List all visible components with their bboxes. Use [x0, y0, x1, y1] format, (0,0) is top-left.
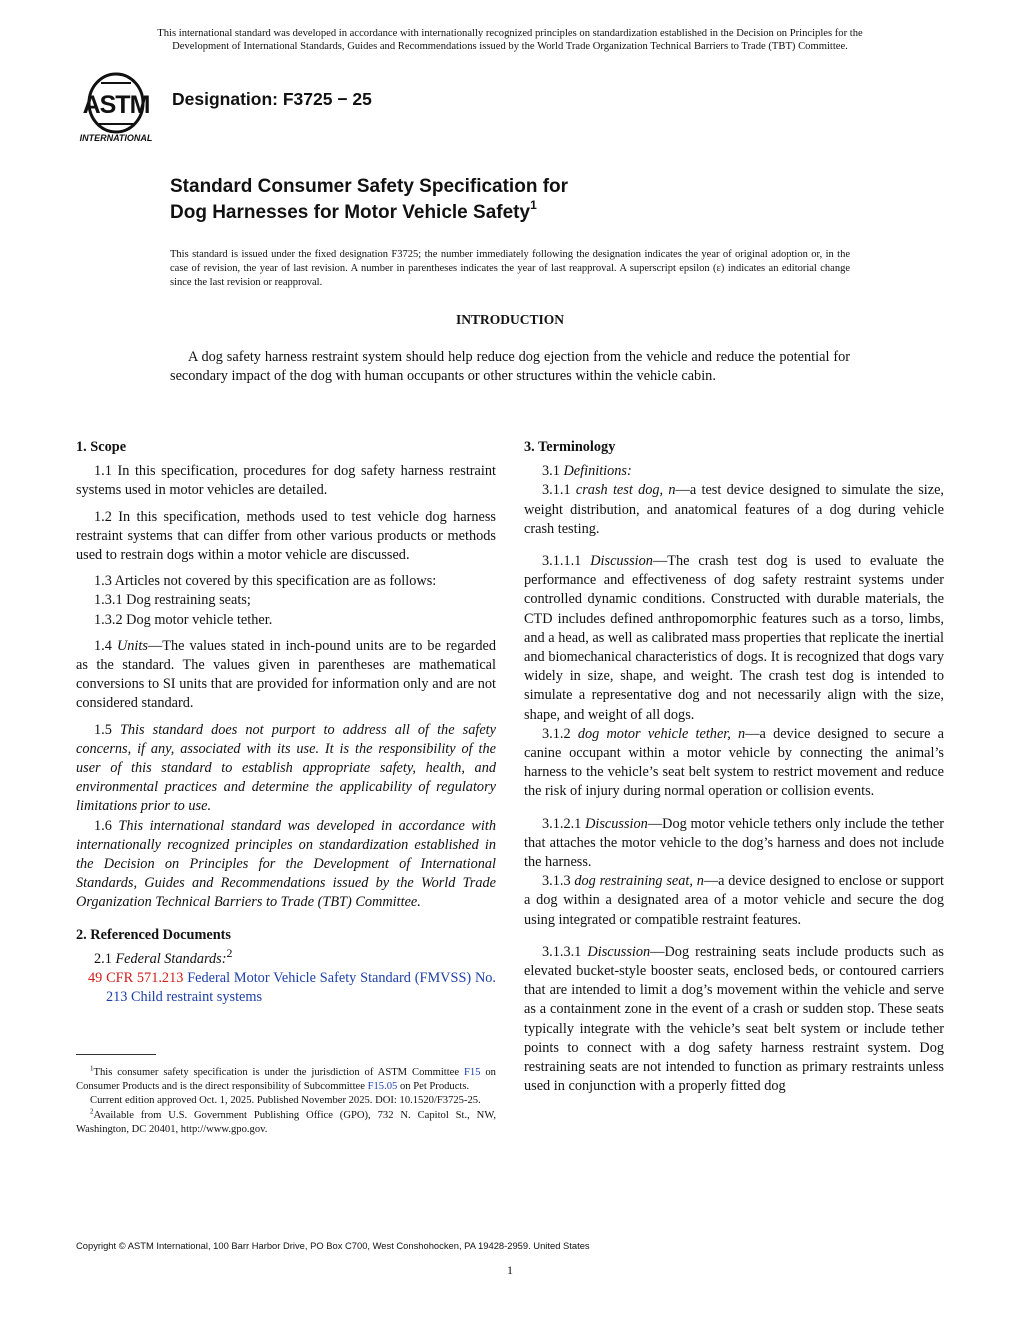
- right-column: [524, 438, 944, 1097]
- paragraph-3-1-2-1: 3.1.2.1 Discussion—Dog motor vehicle tethers only include the tether that attaches the motor vehicle to the dog’s harness and does not include the harness.: [524, 815, 944, 871]
- introduction-text: A dog safety harness restraint system should help reduce dog ejection from the vehicle and reduce the potential for secondary impact of the dog with human occupants or other structures within the vehicle cabin.: [170, 349, 850, 385]
- cfr-number-link[interactable]: 49 CFR 571.213: [88, 970, 184, 987]
- committee-f15-link[interactable]: F15: [463, 1067, 481, 1078]
- left-column: [76, 438, 496, 1007]
- section-heading-referenced-documents: 2. Referenced Documents: [76, 926, 231, 943]
- issuance-note: This standard is issued under the fixed designation F3725; the number immediately following the designation indicates the year of original adoption or, in the case of revision, the year of last revision. A number in parentheses indicates the year of last reapproval. A superscript epsilon (ε) indicates an editorial change since the last revision or reapproval.: [170, 249, 850, 289]
- fmvss-link[interactable]: Federal Motor Vehicle Safety Standard (FMVSS) No. 213 Child restraint systems: [106, 970, 496, 1006]
- title-line-1: Standard Consumer Safety Specification for: [170, 176, 569, 197]
- tbt-notice: [70, 27, 950, 53]
- footnote-2: $^2$Available from U.S. Government Publishing Office (GPO), 732 N. Capitol St., NW, Washington, DC 20401, http://www.gpo.gov.: [76, 1107, 496, 1135]
- designation: Designation: F3725 − 25: [172, 89, 372, 109]
- section-heading-terminology: 3. Terminology: [524, 439, 616, 455]
- page-number: 1: [507, 1263, 513, 1277]
- logo-text: ASTM: [82, 91, 150, 119]
- paragraph-1-2: 1.2 In this specification, methods used to test vehicle dog harness restraint systems that can differ from other various products or methods used to restrain dogs within a motor vehicle are discussed.: [76, 508, 496, 564]
- copyright: Copyright © ASTM International, 100 Barr Harbor Drive, PO Box C700, West Conshohocken, PA 19428-2959. United States: [76, 1240, 590, 1251]
- paragraph-1-3: 1.3 Articles not covered by this specification are as follows:: [94, 573, 437, 590]
- document-title: [170, 174, 568, 226]
- footnotes: [76, 1066, 496, 1137]
- subcommittee-f15-05-link[interactable]: F15.05: [367, 1081, 398, 1093]
- section-heading-scope: 1. Scope: [76, 439, 127, 455]
- paragraph-3-1: 3.1 Definitions:: [542, 463, 632, 480]
- paragraph-1-6: 1.6 This international standard was developed in accordance with internationally recognized principles on standardization established in the Decision on Principles for the Development of International Standards, Guides and Recommendations issued by the World Trade Organization Technical Barriers to Trade (TBT) Committee.: [76, 817, 496, 911]
- introduction-heading: INTRODUCTION: [455, 312, 564, 327]
- footnote-1: $^1$This consumer safety specification is under the jurisdiction of ASTM Committee F15 on Consumer Products and is the direct responsibility of Subcommittee F15.05 on Pet Products.: [76, 1064, 496, 1093]
- paragraph-1-4: 1.4 Units—The values stated in inch-pound units are to be regarded as the standard. The values given in parentheses are mathematical conversions to SI units that are provided for information only and are not considered standard.: [76, 637, 496, 712]
- paragraph-3-1-1: 3.1.1 crash test dog, n—a test device designed to simulate the size, weight distribution, and anatomical features of a dog during vehicle crash testing.: [524, 482, 944, 537]
- paragraph-2-1: 2.1 Federal Standards:$^2$: [94, 946, 233, 967]
- paragraph-3-1-1-1: 3.1.1.1 Discussion—The crash test dog is used to evaluate the performance and effectiveness of dog safety restraint systems under controlled dynamic conditions. Constructed with durable materials, the CTD includes defined anthropomorphic features such as a torso, limbs, and a head, as well as calibrated mass properties that replicate the inertial and biomechanical characteristics of dogs. It is recognized that dogs vary widely in size, shape, and weight. The crash test dog is intended to simulate a representative dog and not necessarily align with the size, shape, and weight of all dogs.: [524, 553, 944, 723]
- paragraph-3-1-3: 3.1.3 dog restraining seat, n—a device designed to enclose or support a dog within a designated area of a motor vehicle and secure the dog using integrated or compatible restraint features.: [524, 873, 944, 928]
- paragraph-1-1: 1.1 In this specification, procedures for dog safety harness restraint systems used in motor vehicles are detailed.: [76, 463, 496, 499]
- tbt-line-2: Development of International Standards, Guides and Recommendations issued by the World Trade Organization Technical Barriers to Trade (TBT) Committee.: [172, 41, 848, 52]
- footnote-edition: Current edition approved Oct. 1, 2025. Published November 2025. DOI: 10.1520/F3725-25.: [90, 1095, 481, 1107]
- title-footnote-ref[interactable]: 1: [530, 197, 537, 212]
- paragraph-1-5: 1.5 This standard does not purport to address all of the safety concerns, if any, associated with its use. It is the responsibility of the user of this standard to establish appropriate safety, health, and environmental practices and determine the applicability of regulatory limitations prior to use.: [76, 721, 496, 815]
- paragraph-1-3-1: 1.3.1 Dog restraining seats;: [94, 592, 251, 609]
- footnote-divider: [76, 1054, 156, 1055]
- tbt-line-1: This international standard was developed in accordance with internationally recognized principles on standardization established in the Decision on Principles for the: [157, 28, 863, 39]
- cfr-reference[interactable]: [76, 969, 496, 1007]
- logo-subtext: INTERNATIONAL: [79, 133, 153, 143]
- title-line-2: Dog Harnesses for Motor Vehicle Safety$^1$: [170, 197, 537, 223]
- footnote-ref-2[interactable]: 2: [226, 946, 233, 961]
- paragraph-3-1-2: 3.1.2 dog motor vehicle tether, n—a device designed to secure a canine occupant within a motor vehicle by connecting the animal’s harness to the vehicle’s seat belt system to restrict movement and reduce the risk of injury during normal operation or collision events.: [524, 725, 944, 800]
- paragraph-1-3-2: 1.3.2 Dog motor vehicle tether.: [94, 611, 273, 628]
- astm-logo: [70, 72, 162, 146]
- paragraph-3-1-3-1: 3.1.3.1 Discussion—Dog restraining seats include products such as elevated bucket-style booster seats, enclosed beds, or contoured carriers that are intended to limit a dog’s movement within the vehicle and serve as a containment zone in the event of a crash or sudden stop. These seats typically integrate with the vehicle’s seat belt system or include tether points to connect with a dog safety harness restraint system. Dog restraining seats are not intended to function as primary restraints unless used in conjunction with a properly fitted dog: [524, 943, 944, 1095]
